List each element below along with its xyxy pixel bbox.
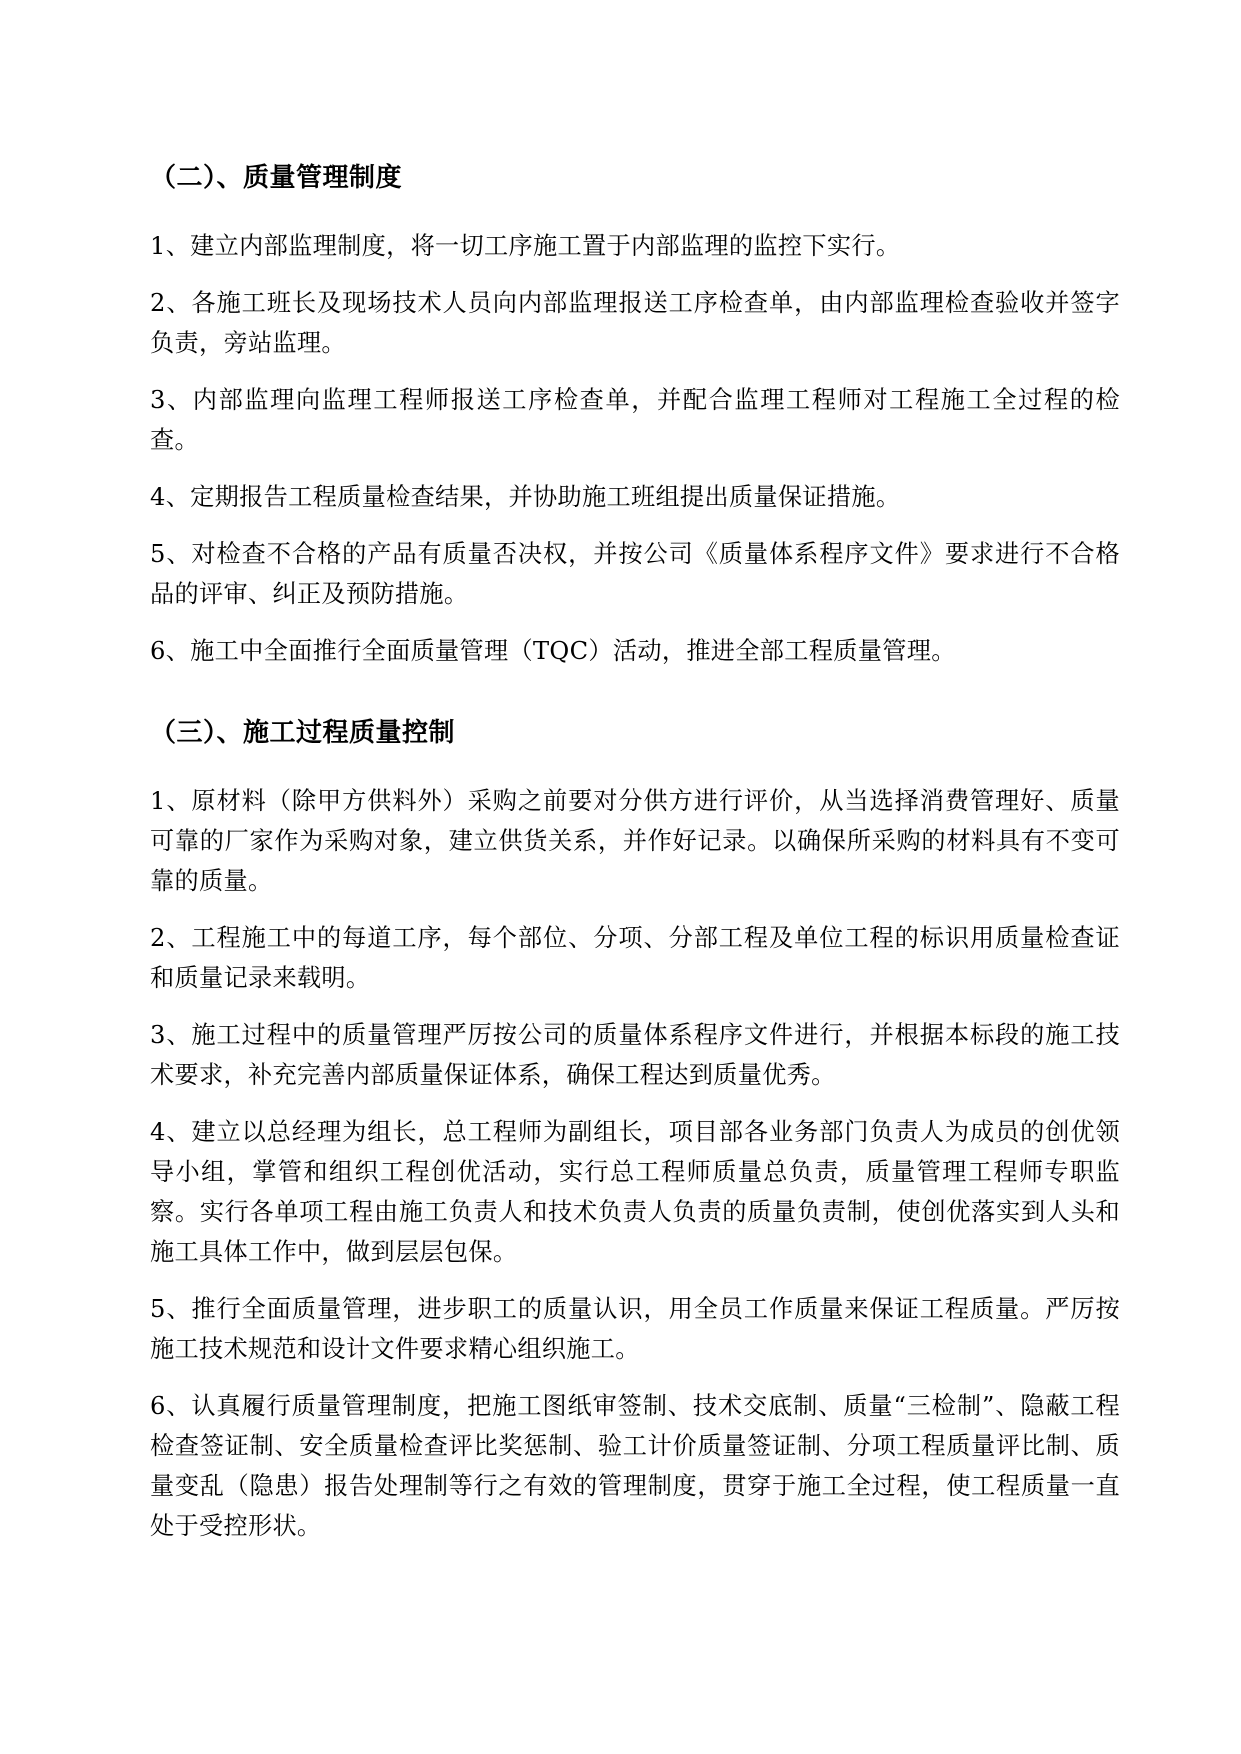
section-2-item-4: 4、定期报告工程质量检查结果，并协助施工班组提出质量保证措施。 (150, 483, 901, 511)
section-3-item-3: 3、施工过程中的质量管理严厉按公司的质量体系程序文件进行，并根据本标段的施工技术要求，补充完善内部质量保证体系，确保工程达到质量优秀。 (150, 1021, 1120, 1089)
section-3-item-6: 6、认真履行质量管理制度，把施工图纸审签制、技术交底制、质量“三检制”、隐蔽工程检查签证制、安全质量检查评比奖惩制、验工计价质量签证制、分项工程质量评比制、质量变乱（隐患）报告处理制等行之有效的管理制度，贯穿于施工全过程，使工程质量一直处于受控形状。 (150, 1392, 1120, 1540)
section-2-item-1: 1、建立内部监理制度，将一切工序施工置于内部监理的监控下实行。 (150, 232, 901, 260)
section-3-item-5: 5、推行全面质量管理，进步职工的质量认识，用全员工作质量来保证工程质量。严厉按施工技术规范和设计文件要求精心组织施工。 (150, 1295, 1120, 1363)
section-2-item-3: 3、内部监理向监理工程师报送工序检查单，并配合监理工程师对工程施工全过程的检查。 (150, 386, 1120, 454)
section-3-item-2: 2、工程施工中的每道工序，每个部位、分项、分部工程及单位工程的标识用质量检查证和质量记录来载明。 (150, 924, 1120, 992)
section-3-item-1: 1、原材料（除甲方供料外）采购之前要对分供方进行评价，从当选择消费管理好、质量可靠的厂家作为采购对象，建立供货关系，并作好记录。以确保所采购的材料具有不变可靠的质量。 (150, 787, 1120, 895)
section-3-item-4: 4、建立以总经理为组长，总工程师为副组长，项目部各业务部门负责人为成员的创优领导小组，掌管和组织工程创优活动，实行总工程师质量总负责，质量管理工程师专职监察。实行各单项工程由施工负责人和技术负责人负责的质量负责制，使创优落实到人头和施工具体工作中，做到层层包保。 (150, 1118, 1120, 1266)
document-body (150, 158, 1120, 1563)
section-heading-quality-management-system: （二）、质量管理制度 (150, 163, 403, 193)
section-2-item-2: 2、各施工班长及现场技术人员向内部监理报送工序检查单，由内部监理检查验收并签字负责，旁站监理。 (150, 289, 1120, 357)
section-2-item-5: 5、对检查不合格的产品有质量否决权，并按公司《质量体系程序文件》要求进行不合格品的评审、纠正及预防措施。 (150, 540, 1120, 608)
section-2-item-6: 6、施工中全面推行全面质量管理（TQC）活动，推进全部工程质量管理。 (150, 637, 956, 665)
section-heading-construction-quality-control: （三）、施工过程质量控制 (150, 718, 456, 748)
